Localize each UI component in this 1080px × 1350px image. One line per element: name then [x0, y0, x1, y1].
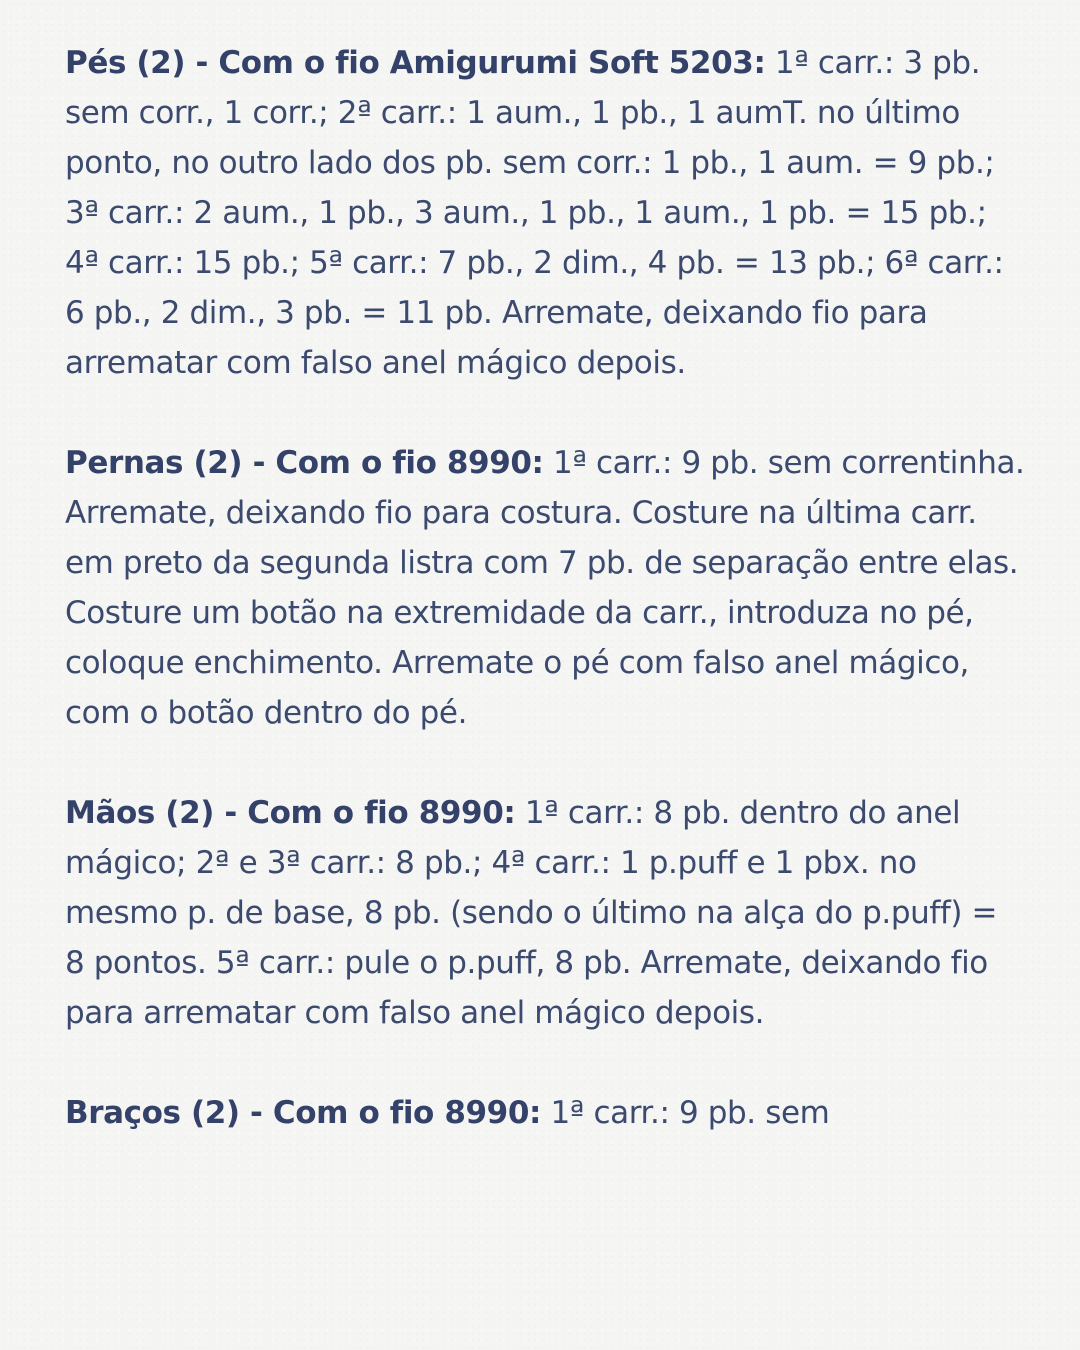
pattern-instructions: [65, 38, 1025, 1138]
section-pes: [65, 38, 1025, 388]
section-heading: Mãos (2) - Com o fio 8990:: [65, 795, 516, 831]
section-maos: [65, 788, 1025, 1038]
section-body: 1ª carr.: 9 pb. sem correntinha. Arremate, deixando fio para costura. Costure na última carr. em preto da segunda listra com 7 pb. de separação entre elas. Costure um botão na extremidade da carr., introduza no pé, coloque enchimento. Arremate o pé com falso anel mágico, com o botão dentro do pé.: [65, 445, 1025, 731]
section-heading: Braços (2) - Com o fio 8990:: [65, 1095, 542, 1131]
section-heading: Pés (2) - Com o fio Amigurumi Soft 5203:: [65, 45, 766, 81]
section-bracos: [65, 1088, 1025, 1138]
section-body: 1ª carr.: 3 pb. sem corr., 1 corr.; 2ª carr.: 1 aum., 1 pb., 1 aumT. no último ponto, no outro lado dos pb. sem corr.: 1 pb., 1 aum. = 9 pb.; 3ª carr.: 2 aum., 1 pb., 3 aum., 1 pb., 1 aum., 1 pb. = 15 pb.; 4ª carr.: 15 pb.; 5ª carr.: 7 pb., 2 dim., 4 pb. = 13 pb.; 6ª carr.: 6 pb., 2 dim., 3 pb. = 11 pb. Arremate, deixando fio para arrematar com falso anel mágico depois.: [65, 45, 1004, 381]
section-heading: Pernas (2) - Com o fio 8990:: [65, 445, 544, 481]
section-body: 1ª carr.: 9 pb. sem: [541, 1095, 830, 1131]
section-body: 1ª carr.: 8 pb. dentro do anel mágico; 2ª e 3ª carr.: 8 pb.; 4ª carr.: 1 p.puff e 1 pbx. no mesmo p. de base, 8 pb. (sendo o último na alça do p.puff) = 8 pontos. 5ª carr.: pule o p.puff, 8 pb. Arremate, deixando fio para arrematar com falso anel mágico depois.: [65, 795, 998, 1031]
section-pernas: [65, 438, 1025, 738]
